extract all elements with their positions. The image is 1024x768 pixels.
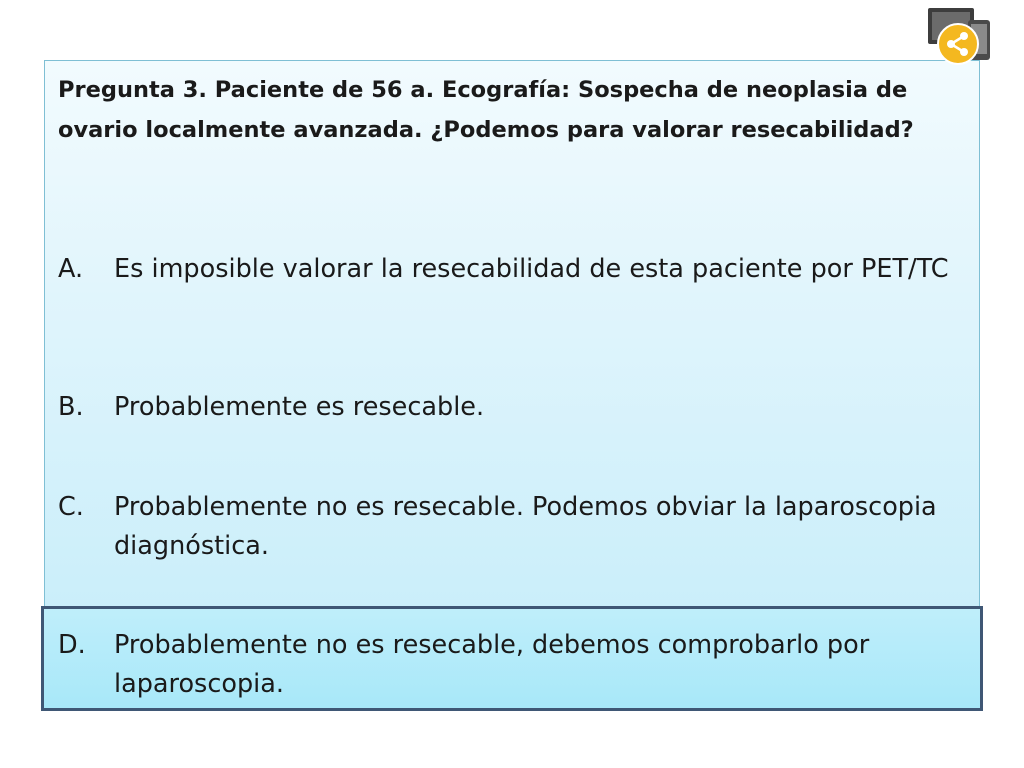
option-c (58, 488, 958, 566)
option-d (58, 626, 958, 704)
share-button[interactable] (924, 6, 994, 76)
option-b-text: Probablemente es resecable. (114, 392, 485, 422)
option-a (58, 250, 958, 289)
option-a-text: Es imposible valorar la resecabilidad de esta paciente por PET/TC (114, 254, 949, 284)
option-b-letter: B. (58, 392, 84, 422)
option-d-letter: D. (58, 630, 86, 660)
option-c-text: Probablemente no es resecable. Podemos obviar la laparoscopia diagnóstica. (114, 492, 937, 561)
question-text: Pregunta 3. Paciente de 56 a. Ecografía: Sospecha de neoplasia de ovario localmente avanzada. ¿Podemos para valorar resecabilidad? (58, 77, 914, 143)
share-icon (924, 6, 994, 76)
option-c-letter: C. (58, 492, 84, 522)
option-d-text: Probablemente no es resecable, debemos comprobarlo por laparoscopia. (114, 630, 870, 699)
option-a-letter: A. (58, 254, 84, 284)
option-b (58, 388, 958, 427)
